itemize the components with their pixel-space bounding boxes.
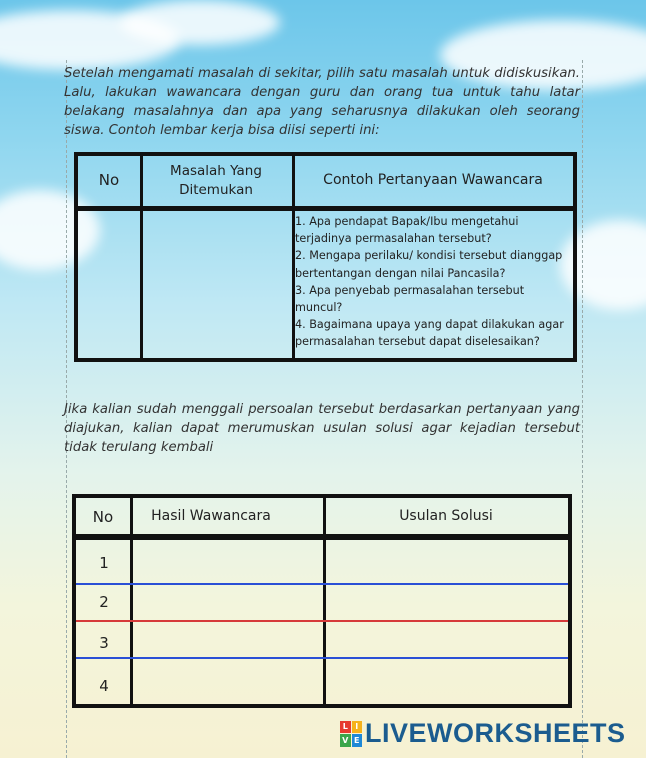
- logo-letter: E: [352, 734, 363, 747]
- logo-letter: I: [352, 721, 363, 734]
- row-line-blue: [76, 657, 568, 659]
- middle-paragraph: Jika kalian sudah menggali persoalan tersebut berdasarkan pertanyaan yang diajukan, kalian dapat merumuskan usulan solusi agar kejadian tersebut tidak terulang kembali: [64, 402, 580, 455]
- header-masalah: Masalah Yang Ditemukan: [170, 163, 262, 198]
- header-pertanyaan: Contoh Pertanyaan Wawancara: [323, 172, 543, 188]
- header-no: No: [92, 508, 114, 526]
- question-item: 3. Apa penyebab permasalahan tersebut muncul?: [295, 283, 525, 315]
- header-hasil-wawancara: Hasil Wawancara: [151, 508, 271, 524]
- row-line-blue: [76, 583, 568, 585]
- answer-table: [72, 494, 572, 708]
- question-list: [295, 213, 575, 351]
- cloud: [120, 0, 280, 45]
- col-divider: [323, 498, 326, 704]
- brand-name: LIVEWORKSHEETS: [365, 718, 626, 748]
- header-divider: [76, 534, 568, 540]
- col-divider: [140, 156, 143, 358]
- question-item: 1. Apa pendapat Bapak/Ibu mengetahui terjadinya permasalahan tersebut?: [295, 215, 519, 246]
- header-usulan-solusi: Usulan Solusi: [399, 508, 493, 524]
- margin-guide-right: [582, 60, 583, 758]
- row-number: 1: [99, 554, 109, 572]
- example-table: [74, 152, 577, 362]
- row-line-red: [76, 620, 568, 622]
- liveworksheets-brand: [340, 718, 626, 749]
- question-item: 4. Bagaimana upaya yang dapat dilakukan agar permasalahan tersebut dapat diselesaikan?: [295, 318, 564, 349]
- logo-letter: L: [340, 721, 351, 734]
- row-number: 4: [99, 677, 109, 695]
- header-divider: [78, 206, 573, 211]
- logo-letter: V: [340, 734, 351, 747]
- row-number: 2: [99, 593, 109, 611]
- question-item: 2. Mengapa perilaku/ kondisi tersebut dianggap bertentangan dengan nilai Pancasila?: [295, 249, 563, 280]
- intro-paragraph: Setelah mengamati masalah di sekitar, pilih satu masalah untuk didiskusikan. Lalu, lakukan wawancara dengan guru dan orang tua untuk tahu latar belakang masalahnya dan apa yang seharusnya dilakukan oleh seorang siswa. Contoh lembar kerja bisa diisi seperti ini:: [64, 66, 580, 138]
- row-number: 3: [99, 634, 109, 652]
- header-no: No: [98, 171, 120, 189]
- liveworksheets-logo-icon: [340, 721, 362, 747]
